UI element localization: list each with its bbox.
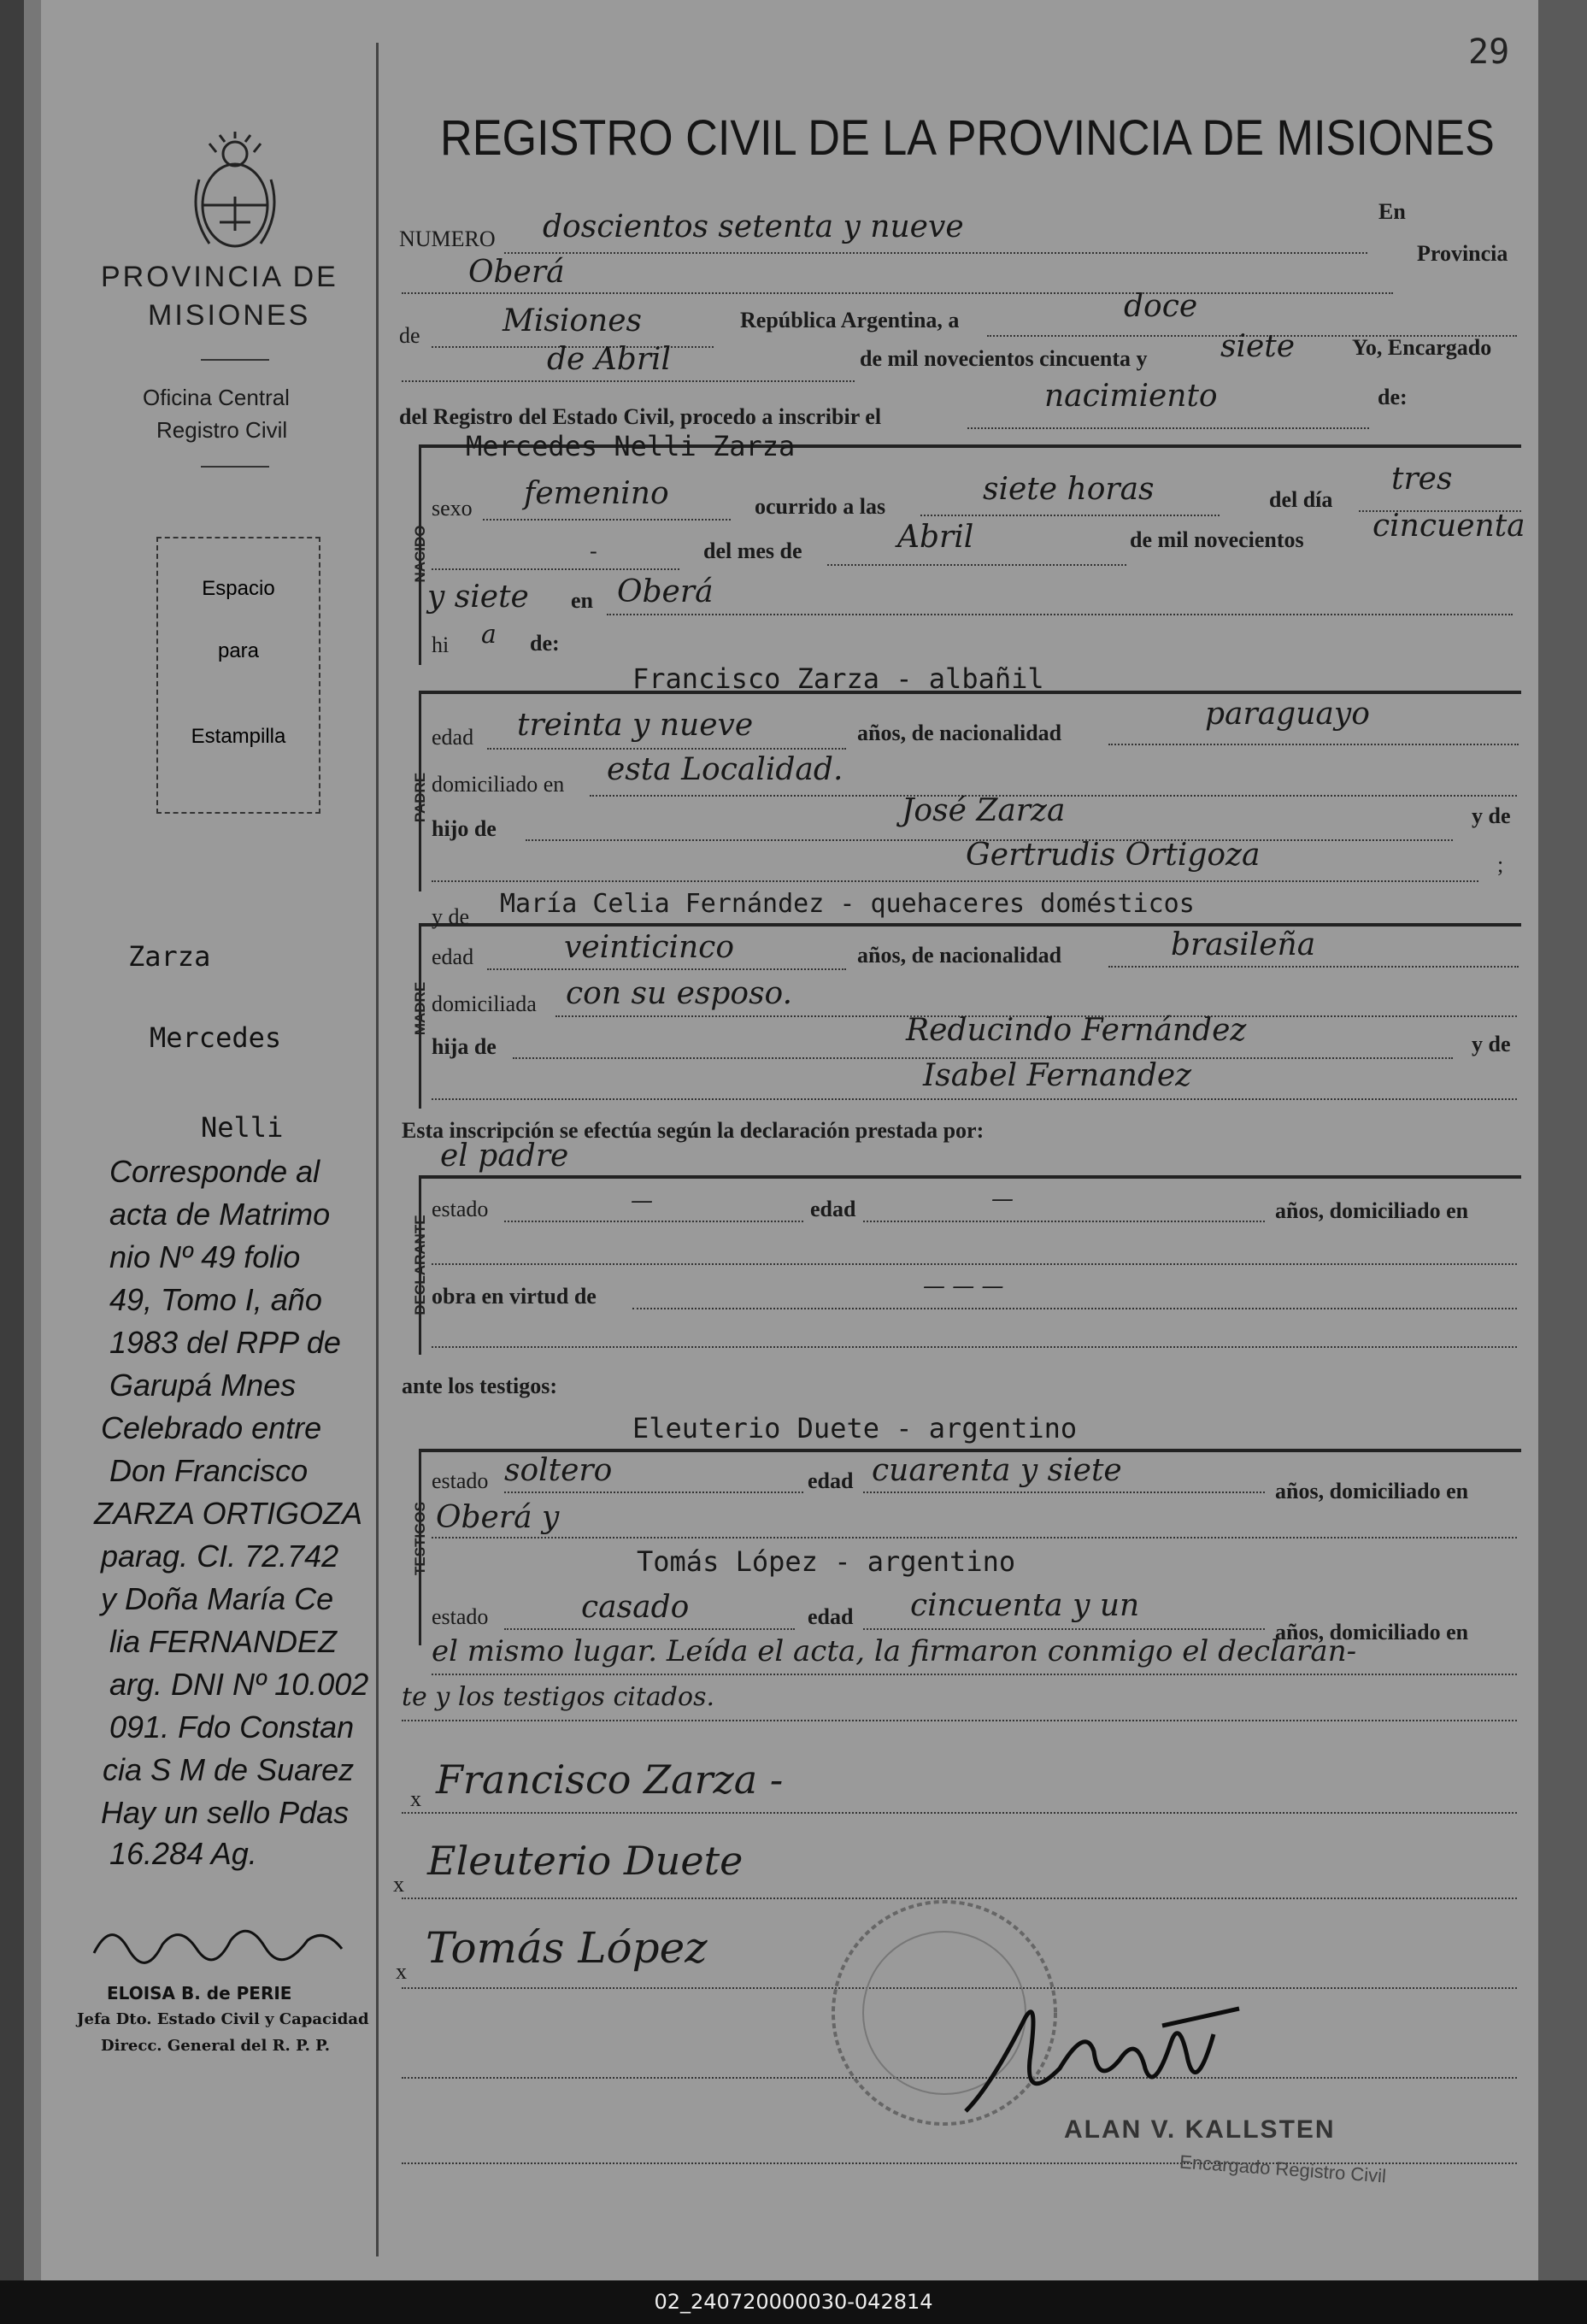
rule — [863, 1221, 1265, 1222]
marginal-note-line: Zarza — [128, 940, 211, 973]
rule — [1108, 966, 1519, 968]
numero-value: doscientos setenta y nueve — [543, 209, 964, 244]
padre-nacionalidad-value: paraguayo — [1205, 697, 1370, 732]
yo-label: Yo, Encargado — [1352, 335, 1492, 360]
nacido-en-label: en — [571, 588, 593, 613]
officer-name: ALAN V. KALLSTEN — [1064, 2115, 1336, 2144]
marginal-note-line: Hay un sello Pdas — [101, 1795, 350, 1830]
testigo2-domicilio-label: años, domiciliado en — [1275, 1620, 1469, 1644]
en-label: En — [1378, 199, 1406, 224]
testigo2-estado-label: estado — [432, 1604, 489, 1629]
x-mark-2: x — [393, 1872, 404, 1897]
officer-title: Encargado Registro Civil — [1178, 2150, 1387, 2187]
rule — [863, 1628, 1265, 1630]
marginal-note-line: Don Francisco — [109, 1453, 309, 1488]
nacido-dia-value: tres — [1391, 462, 1453, 497]
marginal-note-line: Nelli — [201, 1111, 284, 1144]
numero-label: NUMERO — [399, 227, 496, 251]
dia-value: doce — [1124, 289, 1198, 324]
testigo2-edad-label: edad — [808, 1604, 854, 1629]
marginal-note-line: 49, Tomo I, año — [109, 1282, 322, 1317]
separator — [201, 359, 269, 361]
declarante-obra-value: — — — — [923, 1274, 1004, 1299]
madre-nombre: María Celia Fernández - quehaceres domésticos — [500, 889, 1195, 919]
acto-value: nacimiento — [1044, 379, 1218, 414]
officer-signature — [957, 1992, 1282, 2120]
padre-madre-nombre: Gertrudis Ortigoza — [966, 838, 1261, 873]
declarante-estado-label: estado — [432, 1197, 489, 1221]
testigo1-domicilio-value: Oberá y — [436, 1500, 560, 1535]
rule — [432, 880, 1478, 882]
declarante-obra-label: obra en virtud de — [432, 1284, 597, 1309]
rule — [402, 1720, 1517, 1721]
page-edge-right — [1538, 0, 1587, 2280]
rule — [863, 1491, 1265, 1493]
marginal-note-line: parag. CI. 72.742 — [101, 1539, 339, 1574]
testigo1-edad-value: cuarenta y siete — [872, 1453, 1122, 1488]
rule — [432, 1537, 1517, 1539]
testigo1-estado-value: soltero — [504, 1453, 613, 1488]
section-label-testigos: TESTIGOS — [412, 1502, 428, 1575]
marginal-note-line: 091. Fdo Constan — [109, 1709, 355, 1744]
office-line2: Registro Civil — [156, 417, 288, 443]
declarante-edad-label: edad — [810, 1197, 856, 1221]
del-dia-label: del día — [1269, 487, 1333, 512]
nacido-nombre: Mercedes Nelli Zarza — [466, 430, 796, 462]
office-line1: Oficina Central — [143, 385, 290, 410]
del-registro-label: del Registro del Estado Civil, procedo a inscribir el — [399, 404, 882, 429]
madre-nacionalidad-value: brasileña — [1171, 927, 1316, 962]
footer-id: 02_240720000030-042814 — [0, 2280, 1587, 2324]
mil-label: de mil novecientos cincuenta y — [860, 346, 1148, 371]
x-mark-3: x — [396, 1959, 407, 1984]
marginal-note-line: ZARZA ORTIGOZA — [94, 1496, 363, 1531]
marginal-note-line: y Doña María Ce — [101, 1581, 334, 1616]
madre-y-de-label: y de — [432, 904, 470, 929]
rule — [487, 748, 846, 750]
padre-padre-nombre: José Zarza — [902, 793, 1066, 828]
binding-strip — [0, 0, 24, 2280]
rule — [402, 380, 855, 382]
page-title: REGISTRO CIVIL DE LA PROVINCIA DE MISIONES — [440, 110, 1495, 166]
stamp-label-1: Espacio — [202, 577, 275, 600]
provincia-value: Misiones — [503, 303, 643, 338]
hija-suffix: de: — [530, 631, 560, 656]
madre-domicilio-label: domiciliada — [432, 991, 537, 1016]
rule — [967, 427, 1369, 429]
rule — [432, 1263, 1517, 1265]
nacido-lugar-value: Oberá — [617, 574, 714, 609]
nacido-mil-label: de mil novecientos — [1130, 527, 1304, 552]
marginal-note-line: Garupá Mnes — [109, 1368, 297, 1403]
rule — [402, 1812, 1517, 1814]
page-edge — [24, 0, 41, 2280]
padre-edad-label: edad — [432, 725, 474, 750]
padre-hijo-label: hijo de — [432, 816, 497, 841]
left-title-line2: MISIONES — [148, 299, 311, 332]
stamp-label-3: Estampilla — [191, 725, 286, 748]
mes-value: de Abril — [547, 342, 672, 377]
marginal-note-line: arg. DNI Nº 10.002 — [109, 1667, 369, 1702]
semicolon: ; — [1497, 852, 1504, 877]
testigo2-nombre: Tomás López - argentino — [637, 1545, 1016, 1578]
rule — [632, 1308, 1517, 1309]
testigo1-estado-label: estado — [432, 1468, 489, 1493]
hija-prefix: hi — [432, 632, 450, 657]
stamp-space-box — [156, 537, 320, 814]
lugar-value: Oberá — [468, 255, 565, 290]
nacido-anio-value: cincuenta — [1372, 509, 1525, 544]
provincia-label: Provincia — [1417, 241, 1508, 266]
rule — [432, 1098, 1517, 1100]
rule — [504, 252, 1367, 254]
marginal-stamp-line3: Direcc. General del R. P. P. — [101, 2037, 330, 2055]
padre-nombre: Francisco Zarza - albañil — [632, 662, 1044, 695]
del-mes-label: del mes de — [703, 538, 802, 563]
nacido-anio-value2: y siete — [427, 580, 529, 615]
rule — [827, 564, 1126, 566]
section-label-madre: MADRE — [412, 981, 428, 1036]
rule — [1108, 744, 1519, 745]
declarante-edad-value: — — [991, 1186, 1014, 1212]
madre-y-de: y de — [1472, 1032, 1511, 1056]
padre-nacionalidad-label: años, de nacionalidad — [857, 721, 1062, 745]
rule — [487, 968, 846, 970]
marginal-note-line: cia S M de Suarez — [103, 1752, 355, 1787]
signature-tomas: Tomás López — [426, 1923, 708, 1973]
marginal-note-line: Mercedes — [150, 1021, 282, 1054]
section-label-padre: PADRE — [412, 772, 428, 823]
page-number: 29 — [1468, 32, 1510, 72]
hija-value: a — [481, 620, 497, 650]
republica-label: República Argentina, a — [740, 308, 960, 332]
rule — [432, 1674, 1517, 1675]
separator — [201, 466, 269, 468]
declarante-domicilio-label: años, domiciliado en — [1275, 1198, 1469, 1223]
sexo-label: sexo — [432, 496, 473, 521]
signature-francisco: Francisco Zarza - — [436, 1756, 784, 1803]
closing-line-1: el mismo lugar. Leída el acta, la firmaron conmigo el declaran- — [432, 1634, 1357, 1668]
x-mark-1: x — [410, 1786, 421, 1811]
marginal-signature — [85, 1915, 359, 1966]
declarante-estado-value: — — [631, 1188, 653, 1214]
marginal-note-line: Celebrado entre — [101, 1410, 322, 1445]
padre-domicilio-label: domiciliado en — [432, 772, 565, 797]
declarante-intro: Esta inscripción se efectúa según la declaración prestada por: — [402, 1118, 985, 1143]
margin-divider — [376, 43, 379, 2256]
testigo2-edad-value: cincuenta y un — [910, 1588, 1140, 1623]
rule — [432, 568, 679, 570]
section-label-declarante: DECLARANTE — [412, 1215, 428, 1315]
rule — [920, 515, 1220, 516]
marginal-note-line: nio Nº 49 folio — [109, 1239, 301, 1274]
rule — [432, 1346, 1517, 1348]
marginal-note-line: lia FERNANDEZ — [109, 1624, 338, 1659]
rule — [504, 1491, 803, 1493]
hora-value: siete horas — [983, 472, 1155, 507]
signature-eleuterio: Eleuterio Duete — [427, 1838, 744, 1884]
madre-domicilio-value: con su esposo. — [566, 976, 793, 1011]
madre-madre-nombre: Isabel Fernandez — [923, 1058, 1192, 1093]
padre-y-de: y de — [1472, 803, 1511, 828]
marginal-note-line: 1983 del RPP de — [109, 1325, 341, 1360]
madre-nacionalidad-label: años, de nacionalidad — [857, 943, 1062, 968]
padre-domicilio-value: esta Localidad. — [607, 752, 843, 787]
madre-edad-label: edad — [432, 944, 474, 969]
testigo2-estado-value: casado — [581, 1590, 690, 1625]
marginal-stamp-line1: ELOISA B. de PERIE — [107, 1983, 292, 2003]
section-label-nacido: NACIDO — [412, 525, 428, 583]
stamp-label-2: para — [217, 639, 260, 662]
dash: - — [590, 538, 597, 563]
ocurrido-label: ocurrido a las — [755, 494, 886, 519]
nacido-mes-value: Abril — [897, 520, 974, 555]
madre-edad-value: veinticinco — [564, 930, 735, 965]
testigo1-edad-label: edad — [808, 1468, 854, 1493]
anio-value: siete — [1220, 329, 1296, 364]
declarante-nombre: el padre — [440, 1138, 569, 1174]
testigo1-domicilio-label: años, domiciliado en — [1275, 1479, 1469, 1503]
testigo1-nombre: Eleuterio Duete - argentino — [632, 1412, 1078, 1444]
testigos-intro: ante los testigos: — [402, 1374, 557, 1398]
rule — [504, 1221, 803, 1222]
madre-hija-label: hija de — [432, 1034, 497, 1059]
padre-edad-value: treinta y nueve — [517, 708, 754, 743]
marginal-stamp-line2: Jefa Dto. Estado Civil y Capacidad — [77, 2010, 369, 2028]
rule — [402, 292, 1393, 294]
rule — [504, 1628, 795, 1630]
de-colon-label: de: — [1378, 385, 1408, 409]
de-label: de — [399, 323, 420, 348]
left-title-line1: PROVINCIA DE — [101, 261, 338, 293]
marginal-note-line: 16.284 Ag. — [109, 1836, 257, 1871]
rule — [607, 614, 1513, 615]
closing-line-2: te y los testigos citados. — [402, 1682, 715, 1712]
marginal-note-line: acta de Matrimo — [109, 1197, 331, 1232]
madre-padre-nombre: Reducindo Fernández — [906, 1013, 1247, 1048]
rule — [483, 519, 731, 521]
sexo-value: femenino — [524, 476, 669, 511]
marginal-note-line: Corresponde al — [109, 1154, 320, 1189]
coat-of-arms-icon — [184, 128, 286, 256]
